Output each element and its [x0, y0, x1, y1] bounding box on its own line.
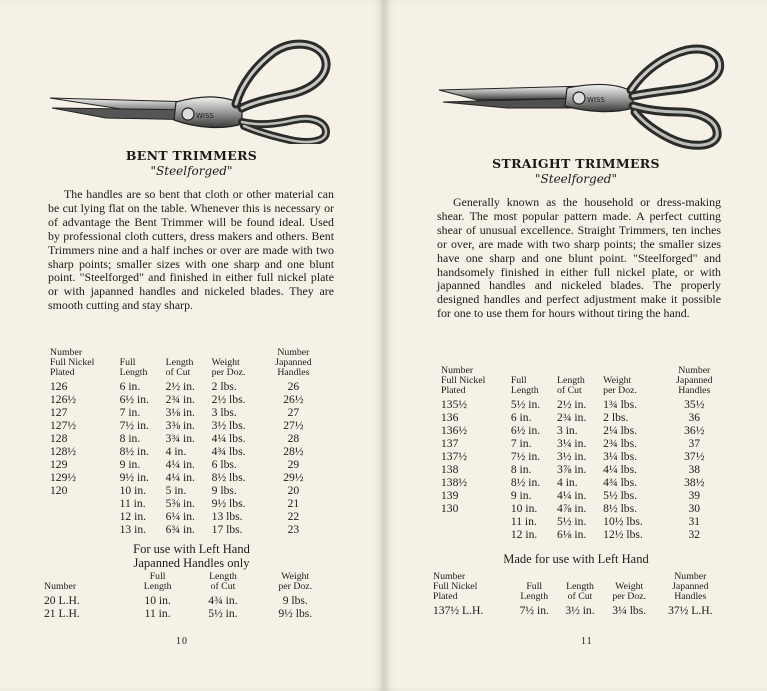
left-table-header: Weight per Doz. [211, 357, 246, 378]
left-table-cell: 128½ [50, 445, 77, 458]
left-table-cell: 7½ in. [119, 419, 149, 432]
right-table-cell: 5½ in. [557, 515, 587, 528]
left-table-cell: 126½ [50, 393, 77, 406]
left-description: The handles are so bent that cloth or other material can be cut lying flat on the table. Whenever this is necessary or of advantage the Bent Trimmer will be found ideal. Used by professional cloth cutters, dress makers and others. Bent Trimmers nine and a half inches or over are made with two sharp points; smaller sizes with one sharp and one blunt point. "Steelforged" and finished in either full nickel plate or with japanned handles and nickeled blades. They are smooth cutting and stay sharp. [48, 187, 334, 313]
right-lh-table-row [433, 604, 725, 617]
left-note-line2: Japanned Handles only [133, 556, 250, 570]
left-table-cell: 27½ [283, 419, 304, 432]
left-lh-table-header: Full Length [143, 571, 172, 592]
right-table-cell: 36 [688, 411, 701, 424]
right-table-cell: 10½ lbs. [603, 515, 643, 528]
left-table-cell: 126 [50, 380, 68, 393]
left-table-cell: 6 lbs. [211, 458, 237, 471]
left-table-row [50, 484, 322, 497]
right-lh-table-cell: 7½ in. [519, 604, 549, 617]
right-table-cell: 6½ in. [510, 424, 541, 437]
left-table-cell: 3 lbs. [211, 406, 237, 419]
left-table-row [50, 393, 322, 406]
left-table-cell: 4¼ lbs. [211, 432, 246, 445]
left-lh-table-cell: 21 L.H. [44, 607, 80, 620]
right-table-cell: 31 [688, 515, 701, 528]
right-table-cell: 3¼ lbs. [603, 450, 637, 463]
left-table-header: Full Length [119, 357, 148, 378]
left-table-row [50, 458, 322, 471]
right-table-cell: 9 in. [510, 489, 532, 502]
left-table-cell: 11 in. [119, 497, 146, 510]
right-table-cell: 4 in. [557, 476, 578, 489]
right-table-row [441, 515, 723, 528]
right-table-row [441, 450, 723, 463]
right-table-cell: 36½ [684, 424, 705, 437]
left-table-cell [50, 497, 120, 510]
left-table-cell: 8 in. [119, 432, 141, 445]
bent-trimmers-illustration [46, 34, 336, 144]
right-table-cell: 137½ [441, 450, 468, 463]
left-lh-table-cell: 10 in. [144, 594, 171, 607]
right-table-cell: 12 in. [510, 528, 538, 541]
right-table-cell: 136 [441, 411, 459, 424]
right-size-table [441, 366, 723, 541]
left-table-cell: 4¼ in. [165, 471, 195, 484]
right-table-cell: 137 [441, 437, 459, 450]
right-table-cell: 8½ in. [510, 476, 541, 489]
right-table-cell: 2 lbs. [603, 411, 629, 424]
left-table-cell [50, 510, 120, 523]
left-table-cell: 2 lbs. [211, 380, 237, 393]
left-table-cell: 28 [287, 432, 300, 445]
right-lh-table-cell: 3¼ lbs. [612, 604, 647, 617]
right-table-cell: 1¾ lbs. [603, 398, 637, 411]
left-lh-table-header: Number [44, 581, 77, 592]
right-table-cell: 5½ lbs. [603, 489, 637, 502]
right-table-cell [441, 515, 511, 528]
right-table-cell: 8 in. [510, 463, 532, 476]
left-table-cell: 5 in. [165, 484, 187, 497]
left-table-cell: 3½ lbs. [211, 419, 246, 432]
left-table-cell: 9 lbs. [211, 484, 237, 497]
left-lh-table-cell: 5½ in. [208, 607, 238, 620]
right-page-number: 11 [581, 636, 593, 647]
left-lh-table-row [44, 594, 334, 607]
right-table-cell: 4¼ lbs. [603, 463, 637, 476]
left-table-cell: 28½ [283, 445, 304, 458]
right-table-row [441, 489, 723, 502]
right-table-cell: 138 [441, 463, 459, 476]
left-table-row [50, 523, 322, 536]
right-table-cell: 136½ [441, 424, 468, 437]
right-table-cell: 7 in. [510, 437, 532, 450]
left-table-cell: 3⅜ in. [165, 419, 195, 432]
left-table-cell: 2½ lbs. [211, 393, 246, 406]
left-table-header: Number Full Nickel Plated [50, 347, 95, 378]
left-lh-table-cell: 4¾ in. [208, 594, 238, 607]
right-table-cell: 4¾ lbs. [603, 476, 637, 489]
right-table-cell: 138½ [441, 476, 468, 489]
left-table-cell: 3⅛ in. [165, 406, 195, 419]
left-table-cell: 8½ in. [119, 445, 149, 458]
left-table-cell: 9½ lbs. [211, 497, 246, 510]
left-table-cell: 4¼ in. [165, 458, 195, 471]
right-table-cell: 5½ in. [510, 398, 541, 411]
left-table-cell: 12 in. [119, 510, 147, 523]
left-table-cell: 9½ in. [119, 471, 149, 484]
right-table-cell: 130 [441, 502, 459, 515]
right-lh-table-cell: 137½ L.H. [433, 604, 484, 617]
right-table-cell: 8½ lbs. [603, 502, 637, 515]
right-table-cell: 2¼ lbs. [603, 424, 637, 437]
right-lh-table-header: Full Length [520, 581, 549, 602]
left-table-cell: 23 [287, 523, 300, 536]
left-table-cell: 127½ [50, 419, 77, 432]
left-size-table [50, 348, 322, 536]
right-table-cell: 7½ in. [510, 450, 541, 463]
right-table-cell: 4⅞ in. [557, 502, 587, 515]
right-title: STRAIGHT TRIMMERS [492, 156, 660, 171]
left-table-cell: 129 [50, 458, 68, 471]
right-table-cell: 3⅞ in. [557, 463, 587, 476]
right-table-cell: 3¼ in. [557, 437, 587, 450]
left-page [0, 0, 383, 691]
left-table-cell: 128 [50, 432, 68, 445]
right-table-cell: 10 in. [510, 502, 538, 515]
left-lh-table-cell: 20 L.H. [44, 594, 80, 607]
left-lh-table-cell: 11 in. [144, 607, 171, 620]
left-table-cell: 22 [287, 510, 300, 523]
right-table-cell: 2¾ lbs. [603, 437, 637, 450]
right-table-cell: 139 [441, 489, 459, 502]
right-subtitle: "Steelforged" [535, 172, 617, 186]
right-table-row [441, 411, 723, 424]
left-table-cell [50, 523, 120, 536]
right-lh-table-header: Weight per Doz. [612, 581, 647, 602]
left-table-cell: 5⅜ in. [165, 497, 195, 510]
right-table-cell: 37 [688, 437, 701, 450]
right-table-header: Number Japanned Handles [676, 365, 713, 396]
left-table-cell: 2½ in. [165, 380, 195, 393]
left-table-cell: 6¾ in. [165, 523, 195, 536]
right-table-cell: 30 [688, 502, 701, 515]
left-brand-stamp: WISS [196, 112, 214, 120]
left-table-cell: 21 [287, 497, 300, 510]
right-lh-table-cell: 3½ in. [565, 604, 595, 617]
left-table-cell: 29 [287, 458, 300, 471]
right-table-cell: 3½ in. [557, 450, 587, 463]
left-lefthand-table [44, 572, 334, 620]
left-table-cell: 27 [287, 406, 300, 419]
left-table-header: Number Japanned Handles [275, 347, 312, 378]
right-lh-table-cell: 37½ L.H. [668, 604, 713, 617]
left-table-cell: 6¼ in. [165, 510, 195, 523]
right-table-cell: 38½ [684, 476, 705, 489]
right-table-row [441, 398, 723, 411]
right-table-row [441, 476, 723, 489]
right-table-cell: 6 in. [510, 411, 532, 424]
right-lh-table-header: Length of Cut [566, 581, 594, 602]
left-note-line1: For use with Left Hand [133, 542, 250, 556]
right-table-cell: 3 in. [557, 424, 578, 437]
right-table-cell: 2¾ in. [557, 411, 587, 424]
right-table-cell: 11 in. [510, 515, 537, 528]
right-lefthand-table [433, 572, 725, 617]
right-table-row [441, 437, 723, 450]
right-table-cell: 4¼ in. [557, 489, 587, 502]
left-table-header: Length of Cut [165, 357, 194, 378]
right-table-header: Weight per Doz. [603, 375, 637, 396]
left-subtitle: "Steelforged" [150, 164, 233, 178]
right-table-header: Number Full Nickel Plated [441, 365, 486, 396]
left-table-cell: 127 [50, 406, 68, 419]
left-table-cell: 13 in. [119, 523, 147, 536]
left-page-number: 10 [176, 636, 188, 647]
right-table-row [441, 463, 723, 476]
left-table-row [50, 510, 322, 523]
left-lh-table-header: Weight per Doz. [278, 571, 313, 592]
left-table-cell: 120 [50, 484, 68, 497]
left-table-cell: 7 in. [119, 406, 141, 419]
left-table-cell: 29½ [283, 471, 304, 484]
right-table-cell: 37½ [684, 450, 705, 463]
left-table-row [50, 406, 322, 419]
right-table-row [441, 502, 723, 515]
right-table-cell: 6⅛ in. [557, 528, 587, 541]
right-table-cell: 12½ lbs. [603, 528, 643, 541]
left-table-cell: 26½ [283, 393, 304, 406]
left-table-row [50, 445, 322, 458]
right-page [385, 0, 767, 691]
left-table-row [50, 497, 322, 510]
left-table-cell: 6½ in. [119, 393, 149, 406]
left-table-cell: 129½ [50, 471, 77, 484]
right-table-cell: 32 [688, 528, 701, 541]
right-table-header: Full Length [510, 375, 539, 396]
left-table-cell: 2¾ in. [165, 393, 195, 406]
right-table-cell: 38 [688, 463, 701, 476]
right-brand-stamp: WISS [587, 96, 605, 104]
right-table-cell: 2½ in. [557, 398, 587, 411]
left-table-cell: 3¾ in. [165, 432, 195, 445]
left-table-row [50, 471, 322, 484]
right-table-row [441, 424, 723, 437]
right-table-cell [441, 528, 511, 541]
left-table-cell: 13 lbs. [211, 510, 243, 523]
right-description: Generally known as the household or dress-making shear. The most popular pattern made. A perfect cutting shear of unusual excellence. Straight Trimmers, ten inches or over, are made with two sharp points; the smaller sizes have one sharp and one blunt point. "Steelforged" and handsomely finished in either full nickel plate, or with japanned handles and nickeled blades. The properly designed handles and perfect adjustment make it possible for one to use them for hours without tiring the hand. [437, 195, 721, 321]
left-table-cell: 17 lbs. [211, 523, 243, 536]
left-table-cell: 9 in. [119, 458, 141, 471]
right-table-cell: 135½ [441, 398, 468, 411]
right-note-line1: Made for use with Left Hand [503, 552, 649, 566]
right-table-row [441, 528, 723, 541]
left-table-row [50, 419, 322, 432]
left-table-cell: 8½ lbs. [211, 471, 246, 484]
left-title: BENT TRIMMERS [125, 148, 258, 163]
right-table-header: Length of Cut [557, 375, 585, 396]
left-table-row [50, 432, 322, 445]
left-table-cell: 4 in. [165, 445, 187, 458]
right-lh-table-header: Number Full Nickel Plated [433, 571, 478, 602]
straight-trimmers-illustration [437, 42, 727, 152]
right-table-cell: 39 [688, 489, 701, 502]
left-table-cell: 4¾ lbs. [211, 445, 246, 458]
left-table-cell: 10 in. [119, 484, 147, 497]
left-lh-table-cell: 9½ lbs. [278, 607, 313, 620]
left-lh-table-header: Length of Cut [209, 571, 237, 592]
left-table-row [50, 380, 322, 393]
left-lh-table-row [44, 607, 334, 620]
left-lh-table-cell: 9 lbs. [282, 594, 308, 607]
right-lh-table-header: Number Japanned Handles [672, 571, 709, 602]
left-table-cell: 20 [287, 484, 300, 497]
right-table-cell: 35½ [684, 398, 705, 411]
left-table-cell: 26 [287, 380, 300, 393]
left-table-cell: 6 in. [119, 380, 141, 393]
